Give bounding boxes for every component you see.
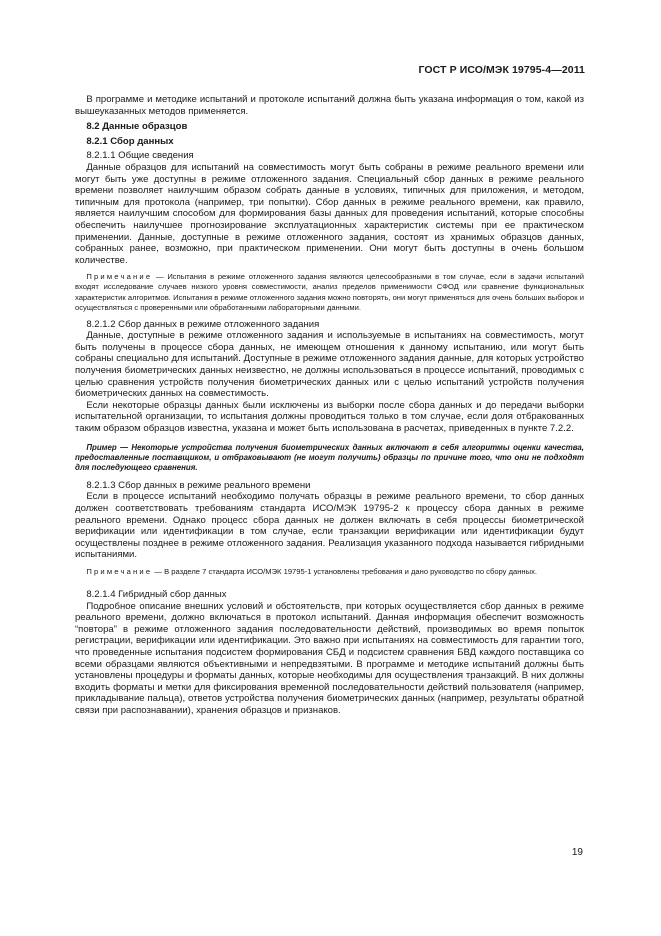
section-heading-8-2-1: 8.2.1 Сбор данных [86,135,174,147]
section-heading-8-2: 8.2 Данные образцов [86,121,188,133]
note-1 [75,272,584,312]
page-body [75,94,584,717]
section-heading-8-2-1-4: 8.2.1.4 Гибридный сбор данных [86,589,227,601]
note-1-label: Примечание [86,272,153,282]
note-2-text: — В разделе 7 стандарта ИСО/МЭК 19795-1 установлены требования и дано руководство по сбору данных. [152,567,537,576]
paragraph-8-2-1-2-b: Если некоторые образцы данных были исключены из выборки после сбора данных и до передачи выборки испытательной организации, то испытания должны проводиться только в том случае, если доля отбракованных таким образом образцов известна, указана и может быть использована в расчетах, приведенных в пункте 7.2.2. [75,399,584,435]
page-number: 19 [571,847,583,858]
intro-paragraph: В программе и методике испытаний и протоколе испытаний должна быть указана информация о том, какой из вышеуказанных методов применяется. [75,94,584,117]
note-2-label: Примечание [86,567,153,576]
paragraph-8-2-1-4: Подробное описание внешних условий и обстоятельств, при которых осуществляется сбор данных в режиме реального времени, должно включаться в протокол испытаний. Данная информация обеспечит возможность “повтора” в режиме отложенного задания последовательности действий, производимых во время попыток регистрации, верификации или идентификации. Это важно при испытаниях на совместимость для гарантии того, что проведенные испытания подсистем формирования СБД и подсистем сравнения БВД каждого поставщика со всеми образцами являются объективными и непредвзятыми. В программе и методике испытаний должны быть установлены процедуры и форматы данных, которые необходимы для осуществления транзакций. В них должны входить форматы и метки для фиксирования временной последовательности действий пользователя (например, прикладывание пальца), ответов устройства получения биометрических данных (например, результаты обратной связи при распознавании), хранения образцов и признаков. [75,600,584,717]
section-heading-8-2-1-2: 8.2.1.2 Сбор данных в режиме отложенного задания [86,318,320,330]
note-1-text: — Испытания в режиме отложенного задания являются целесообразными в том случае, если в задачи испытаний входят исследование случаев низкого уровня совместимости, анализ пределов применимости СФОД или сравнение функциональных характеристик алгоритмов. Испытания в режиме отложенного задания можно повторять, они могут применяться для очень больших выборок и осуществляться с проверенными или обработанными лабораторными данными. [75,272,584,312]
section-heading-8-2-1-1: 8.2.1.1 Общие сведения [86,150,194,162]
section-heading-8-2-1-3: 8.2.1.3 Сбор данных в режиме реального времени [86,479,311,491]
paragraph-8-2-1-2-a: Данные, доступные в режиме отложенного задания и используемые в испытаниях на совместимость, могут быть получены в процессе сбора данных, не имеющем отношения к данному испытанию, или могут быть собраны специально для испытаний. Доступные в режиме отложенного задания данные, для которых устройство получения биометрических данных неизвестно, не должны использоваться в процессе испытаний, проводимых с целью сравнения устройств получения биометрических данных или с целью испытаний устройств получения биометрических данных на совместимость. [75,330,584,400]
paragraph-8-2-1-3: Если в процессе испытаний необходимо получать образцы в режиме реального времени, то сбор данных должен соответствовать требованиям стандарта ИСО/МЭК 19795-2 к процессу сбора данных в режиме реального времени. Однако процесс сбора данных не должен включать в себя процессы биометрической верификации или идентификации в том случае, если транзакции верификации или идентификации будут осуществлены позднее в режиме отложенного задания. Реализация указанного подхода называется гибридными испытаниями. [75,491,584,561]
note-2 [75,567,584,577]
paragraph-8-2-1-1: Данные образцов для испытаний на совместимость могут быть собраны в режиме реального времени или могут быть уже доступны в режиме отложенного задания. Специальный сбор данных в режиме реального времени позволяет наилучшим образом собрать данные в условиях, типичных для приложения, и методом, типичным для протокола (например, три попытки). Сбор данных в режиме реального времени, как правило, является наилучшим способом для формирования базы данных для проведения испытаний, которые способны обеспечить наилучшее прогнозирование эксплуатационных характеристик системы при ее практическом применении. Данные, доступные в режиме отложенного задания, состоят из хранимых образцов данных, собранных ранее, возможно, при практическом применении. Они могут быть доступны в очень большом количестве. [75,161,584,266]
example-block: Пример — Некоторые устройства получения биометрических данных включают в себя алгоритмы оценки качества, предоставленные поставщиком, и отбраковывают (не могут получить) образцы по причине того, что они не подходят для последующего сравнения. [75,442,584,473]
standard-designation: ГОСТ Р ИСО/МЭК 19795-4—2011 [418,64,585,76]
